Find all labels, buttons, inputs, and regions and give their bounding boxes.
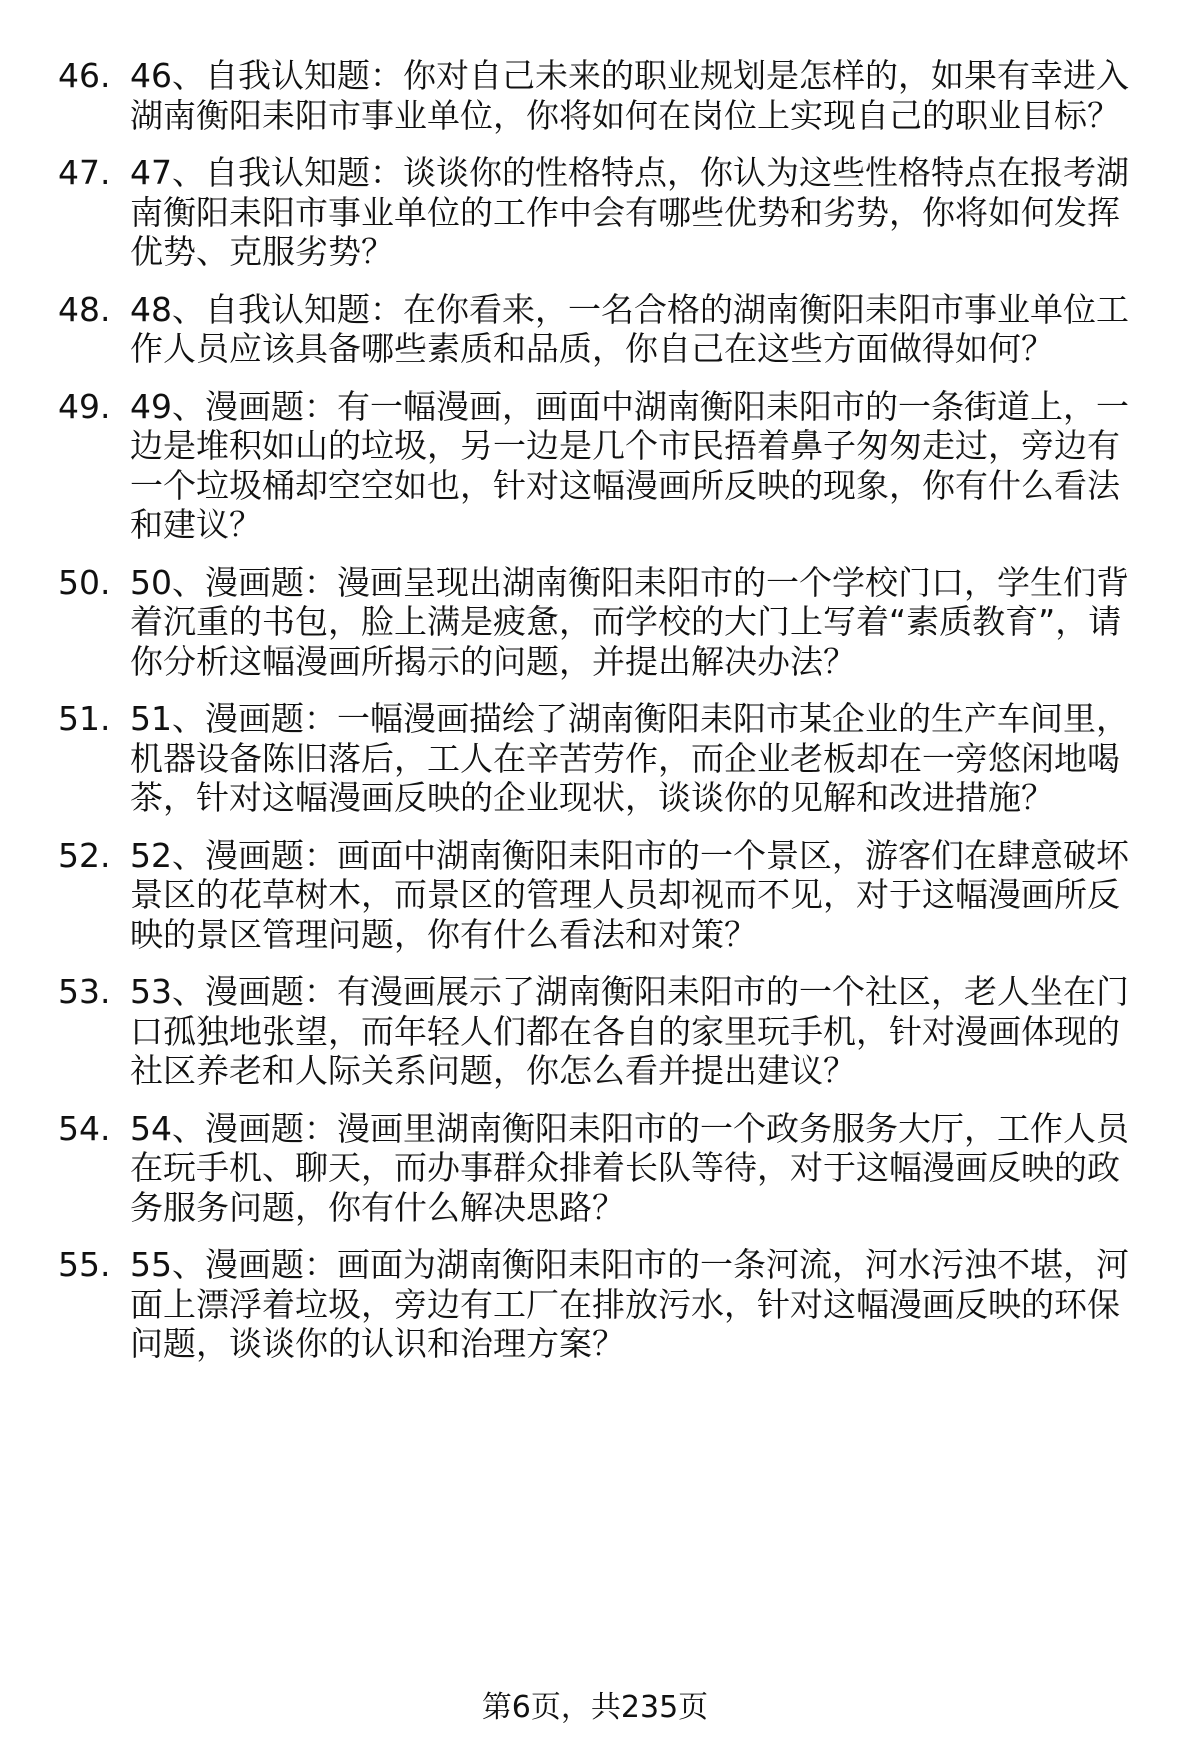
question-item bbox=[58, 972, 1148, 1091]
question-item bbox=[58, 290, 1148, 369]
question-list bbox=[58, 56, 1148, 1382]
question-item bbox=[58, 56, 1148, 135]
question-item bbox=[58, 1109, 1148, 1228]
page-footer: 第6页，共235页 bbox=[481, 1690, 709, 1725]
question-text: 51、漫画题：一幅漫画描绘了湖南衡阳耒阳市某企业的生产车间里，机器设备陈旧落后，工人在辛苦劳作，而企业老板却在一旁悠闲地喝茶，针对这幅漫画反映的企业现状，谈谈你的见解和改进措施？ bbox=[130, 699, 1129, 817]
question-text: 55、漫画题：画面为湖南衡阳耒阳市的一条河流，河水污浊不堪，河面上漂浮着垃圾，旁边有工厂在排放污水，针对这幅漫画反映的环保问题，谈谈你的认识和治理方案？ bbox=[130, 1245, 1129, 1363]
question-number: 54. bbox=[58, 1108, 111, 1148]
question-item bbox=[58, 699, 1148, 818]
question-number: 48. bbox=[58, 289, 111, 329]
question-number: 51. bbox=[58, 699, 111, 738]
question-number: 46. bbox=[58, 56, 111, 95]
question-text: 54、漫画题：漫画里湖南衡阳耒阳市的一个政务服务大厅，工作人员在玩手机、聊天，而办事群众排着长队等待，对于这幅漫画反映的政务服务问题，你有什么解决思路？ bbox=[130, 1108, 1129, 1227]
question-text: 53、漫画题：有漫画展示了湖南衡阳耒阳市的一个社区，老人坐在门口孤独地张望，而年轻人们都在各自的家里玩手机，针对漫画体现的社区养老和人际关系问题，你怎么看并提出建议？ bbox=[130, 972, 1129, 1090]
question-number: 55. bbox=[58, 1245, 111, 1284]
question-text: 49、漫画题：有一幅漫画，画面中湖南衡阳耒阳市的一条街道上，一边是堆积如山的垃圾，另一边是几个市民捂着鼻子匆匆走过，旁边有一个垃圾桶却空空如也，针对这幅漫画所反映的现象，你有什么看法和建议？ bbox=[130, 386, 1129, 544]
question-item bbox=[58, 387, 1148, 545]
question-item bbox=[58, 836, 1148, 955]
question-number: 47. bbox=[58, 153, 111, 192]
question-text: 48、自我认知题：在你看来，一名合格的湖南衡阳耒阳市事业单位工作人员应该具备哪些素质和品质，你自己在这些方面做得如何？ bbox=[130, 289, 1129, 368]
question-number: 50. bbox=[58, 562, 111, 602]
question-text: 50、漫画题：漫画呈现出湖南衡阳耒阳市的一个学校门口，学生们背着沉重的书包，脸上满是疲惫，而学校的大门上写着“素质教育”，请你分析这幅漫画所揭示的问题，并提出解决办法？ bbox=[130, 562, 1129, 681]
question-number: 49. bbox=[58, 386, 111, 426]
question-text: 52、漫画题：画面中湖南衡阳耒阳市的一个景区，游客们在肆意破坏景区的花草树木，而景区的管理人员却视而不见，对于这幅漫画所反映的景区管理问题，你有什么看法和对策？ bbox=[130, 835, 1129, 954]
question-number: 52. bbox=[58, 835, 111, 875]
question-item bbox=[58, 153, 1148, 272]
question-text: 47、自我认知题：谈谈你的性格特点，你认为这些性格特点在报考湖南衡阳耒阳市事业单位的工作中会有哪些优势和劣势，你将如何发挥优势、克服劣势？ bbox=[130, 153, 1129, 271]
question-number: 53. bbox=[58, 972, 111, 1011]
question-item bbox=[58, 563, 1148, 682]
question-text: 46、自我认知题：你对自己未来的职业规划是怎样的，如果有幸进入湖南衡阳耒阳市事业单位，你将如何在岗位上实现自己的职业目标？ bbox=[130, 56, 1129, 135]
question-item bbox=[58, 1245, 1148, 1364]
